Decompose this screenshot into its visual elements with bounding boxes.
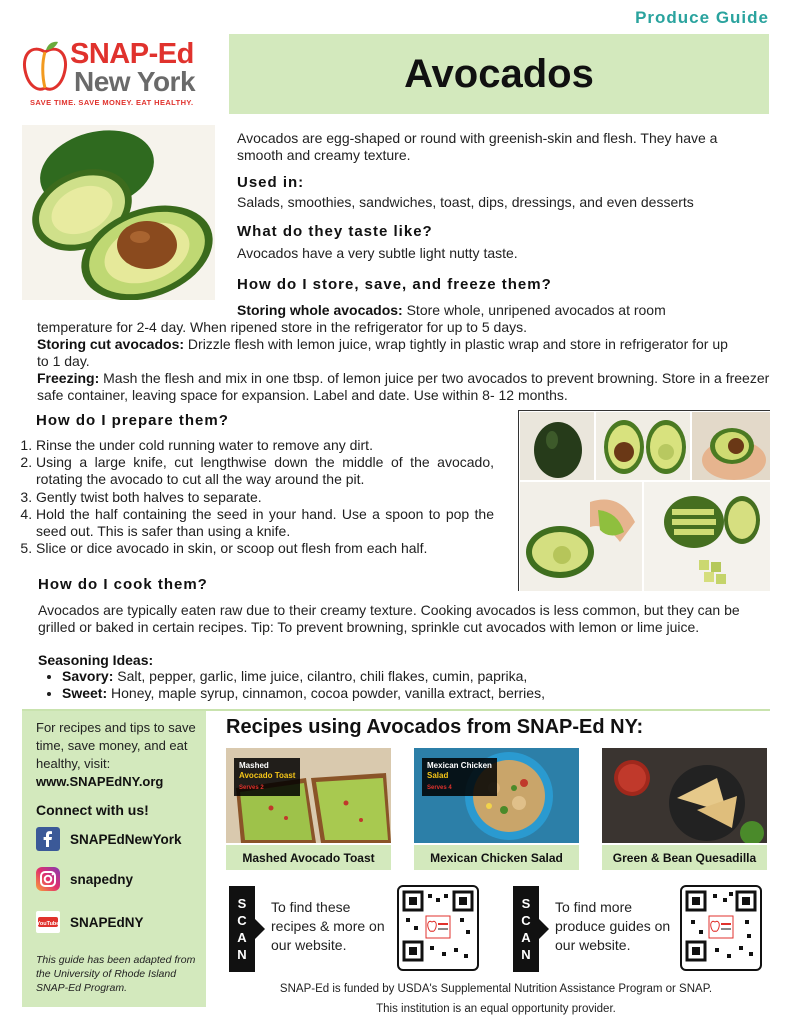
apple-icon	[22, 40, 68, 92]
seasoning-savory	[62, 668, 545, 685]
recipe-label-avocado-toast[interactable]: Mashed Avocado Toast	[226, 845, 391, 870]
recipe-card-avocado-toast[interactable]	[226, 748, 391, 870]
prepare-step: 5. Slice or dice avocado in skin, or scoop out flesh from each half.	[36, 540, 494, 557]
connect-heading: Connect with us!	[36, 802, 149, 818]
prepare-step: 2. Using a large knife, cut lengthwise down the middle of the avocado, rotating the avocado to cut all the way around the pit.	[36, 454, 494, 488]
scan-guides-text: To find more produce guides on our website.	[555, 899, 671, 953]
sweet-text: Honey, maple syrup, cinnamon, cocoa powder, vanilla extract, berries,	[107, 685, 545, 701]
recipe-card-quesadilla[interactable]	[602, 748, 767, 870]
youtube-icon	[36, 911, 60, 933]
prepare-heading: How do I prepare them?	[36, 412, 229, 429]
avocado-toast-tag-line1: Mashed	[239, 761, 269, 770]
avocado-toast-photo	[226, 748, 391, 843]
cook-heading: How do I cook them?	[38, 576, 208, 593]
scan-badge	[513, 886, 539, 972]
chicken-salad-tag-line2: Salad	[427, 771, 449, 780]
scan-letter: A	[237, 930, 247, 945]
scan-letter: N	[521, 947, 531, 962]
used-in-heading: Used in:	[237, 174, 305, 191]
scan-letter: C	[521, 913, 531, 928]
title-banner	[229, 34, 769, 114]
youtube-link[interactable]	[36, 911, 144, 933]
produce-guide-label: Produce Guide	[635, 8, 769, 27]
prepare-step: 1. Rinse the under cold running water to remove any dirt.	[36, 437, 494, 454]
taste-text: Avocados have a very subtle light nutty taste.	[237, 245, 518, 261]
chicken-salad-serves: Serves 4	[427, 785, 452, 791]
prepare-steps-list	[14, 437, 494, 557]
seasoning-heading: Seasoning Ideas:	[38, 652, 154, 668]
equal-opportunity-statement: This institution is an equal opportunity provider.	[376, 1003, 616, 1015]
cook-text: Avocados are typically eaten raw due to their creamy texture. Cooking avocados is less common, but they can be grilled or baked in certain recipes. Tip: To prevent browning, sprinkle cut avocados with lemon or lime juice.	[38, 602, 740, 635]
sidebar-intro	[36, 719, 201, 791]
taste-heading: What do they taste like?	[237, 223, 433, 240]
sidebar-panel	[22, 711, 206, 1007]
instagram-link[interactable]	[36, 867, 133, 891]
store-cut-text: Drizzle flesh with lemon juice, wrap tightly in plastic wrap and store in refrigerator for up to 1 day.	[37, 336, 728, 369]
instagram-icon	[36, 867, 60, 891]
savory-text: Salt, pepper, garlic, lime juice, cilantro, chili flakes, cumin, paprika,	[113, 668, 528, 684]
sliced-avocado-photo	[643, 481, 771, 592]
logo-new-york: New York	[74, 66, 196, 97]
avocado-toast-tag-line2: Avocado Toast	[239, 771, 296, 780]
savory-label: Savory:	[62, 668, 114, 684]
youtube-handle: SNAPEdNY	[70, 914, 144, 930]
scan-letter: S	[521, 896, 531, 911]
removing-pit-photo	[691, 411, 771, 481]
freeze-paragraph	[37, 370, 789, 404]
recipe-label-quesadilla[interactable]: Green & Bean Quesadilla	[602, 845, 767, 870]
recipe-label-chicken-salad[interactable]: Mexican Chicken Salad	[414, 845, 579, 870]
scan-badge	[229, 886, 255, 972]
scan-letter: A	[521, 930, 531, 945]
youtube-badge-text: YouTube	[36, 921, 60, 927]
chicken-salad-photo	[414, 748, 579, 843]
logo-snap-ed: SNAP-Ed	[70, 38, 194, 70]
instagram-handle: snapedny	[70, 871, 134, 887]
store-cut-paragraph	[37, 336, 732, 370]
seasoning-list	[44, 668, 545, 702]
chicken-salad-tag-line1: Mexican Chicken	[427, 761, 492, 770]
seasoning-sweet	[62, 685, 545, 702]
avocado-hero-image	[22, 125, 215, 300]
qr-code-recipes[interactable]	[397, 885, 479, 971]
scan-letter: C	[237, 913, 247, 928]
recipe-card-chicken-salad[interactable]	[414, 748, 579, 870]
store-cut-label: Storing cut avocados:	[37, 336, 185, 352]
used-in-text: Salads, smoothies, sandwiches, toast, dips, dressings, and even desserts	[237, 194, 694, 210]
freeze-text: Mash the flesh and mix in one tbsp. of lemon juice per two avocados to prevent browning. Store in a freezer safe container, leaving space for expansion. Label and date. Use within 8- 12 months.	[37, 370, 770, 403]
sidebar-intro-text: For recipes and tips to save time, save money, and eat healthy, visit:	[36, 720, 196, 771]
store-whole-line2: temperature for 2-4 day. When ripened store in the refrigerator for up to 5 days.	[37, 319, 527, 335]
store-heading: How do I store, save, and freeze them?	[237, 276, 552, 293]
halved-avocado-photo	[595, 411, 691, 481]
avocado-toast-serves: Serves 2	[239, 785, 264, 791]
chicken-salad-tag	[422, 758, 497, 796]
facebook-link[interactable]	[36, 827, 182, 851]
scan-recipes-text: To find these recipes & more on our website.	[271, 899, 385, 953]
page-title: Avocados	[404, 51, 594, 96]
funding-statement: SNAP-Ed is funded by USDA's Supplemental Nutrition Assistance Program or SNAP.	[279, 983, 713, 995]
snap-ed-logo[interactable]	[22, 38, 217, 108]
sweet-label: Sweet:	[62, 685, 108, 701]
prepare-step: 4. Hold the half containing the seed in your hand. Use a spoon to pop the seed out. This is safer than using a knife.	[36, 506, 494, 540]
avocado-toast-tag	[234, 758, 300, 796]
store-whole-line1	[237, 302, 777, 319]
intro-text: Avocados are egg-shaped or round with greenish-skin and flesh. They have a smooth and creamy texture.	[237, 130, 718, 163]
adapted-note: This guide has been adapted from the University of Rhode Island SNAP-Ed Program.	[36, 954, 196, 994]
scan-letter: S	[237, 896, 247, 911]
quesadilla-photo	[602, 748, 767, 843]
scan-letter: N	[237, 947, 247, 962]
preparation-photo-grid	[518, 410, 770, 591]
logo-tagline: SAVE TIME. SAVE MONEY. EAT HEALTHY.	[30, 98, 194, 107]
facebook-handle: SNAPEdNewYork	[70, 831, 182, 847]
qr-code-guides[interactable]	[680, 885, 762, 971]
store-whole-label: Storing whole avocados:	[237, 302, 403, 318]
facebook-icon	[36, 827, 60, 851]
website-link[interactable]: www.SNAPEdNY.org	[36, 774, 164, 789]
scooping-avocado-photo	[519, 481, 643, 592]
recipes-heading: Recipes using Avocados from SNAP-Ed NY:	[226, 716, 644, 738]
whole-avocado-photo	[519, 411, 595, 481]
prepare-step: 3. Gently twist both halves to separate.	[36, 489, 494, 506]
freeze-label: Freezing:	[37, 370, 100, 386]
store-whole-text: Store whole, unripened avocados at room	[402, 302, 666, 318]
